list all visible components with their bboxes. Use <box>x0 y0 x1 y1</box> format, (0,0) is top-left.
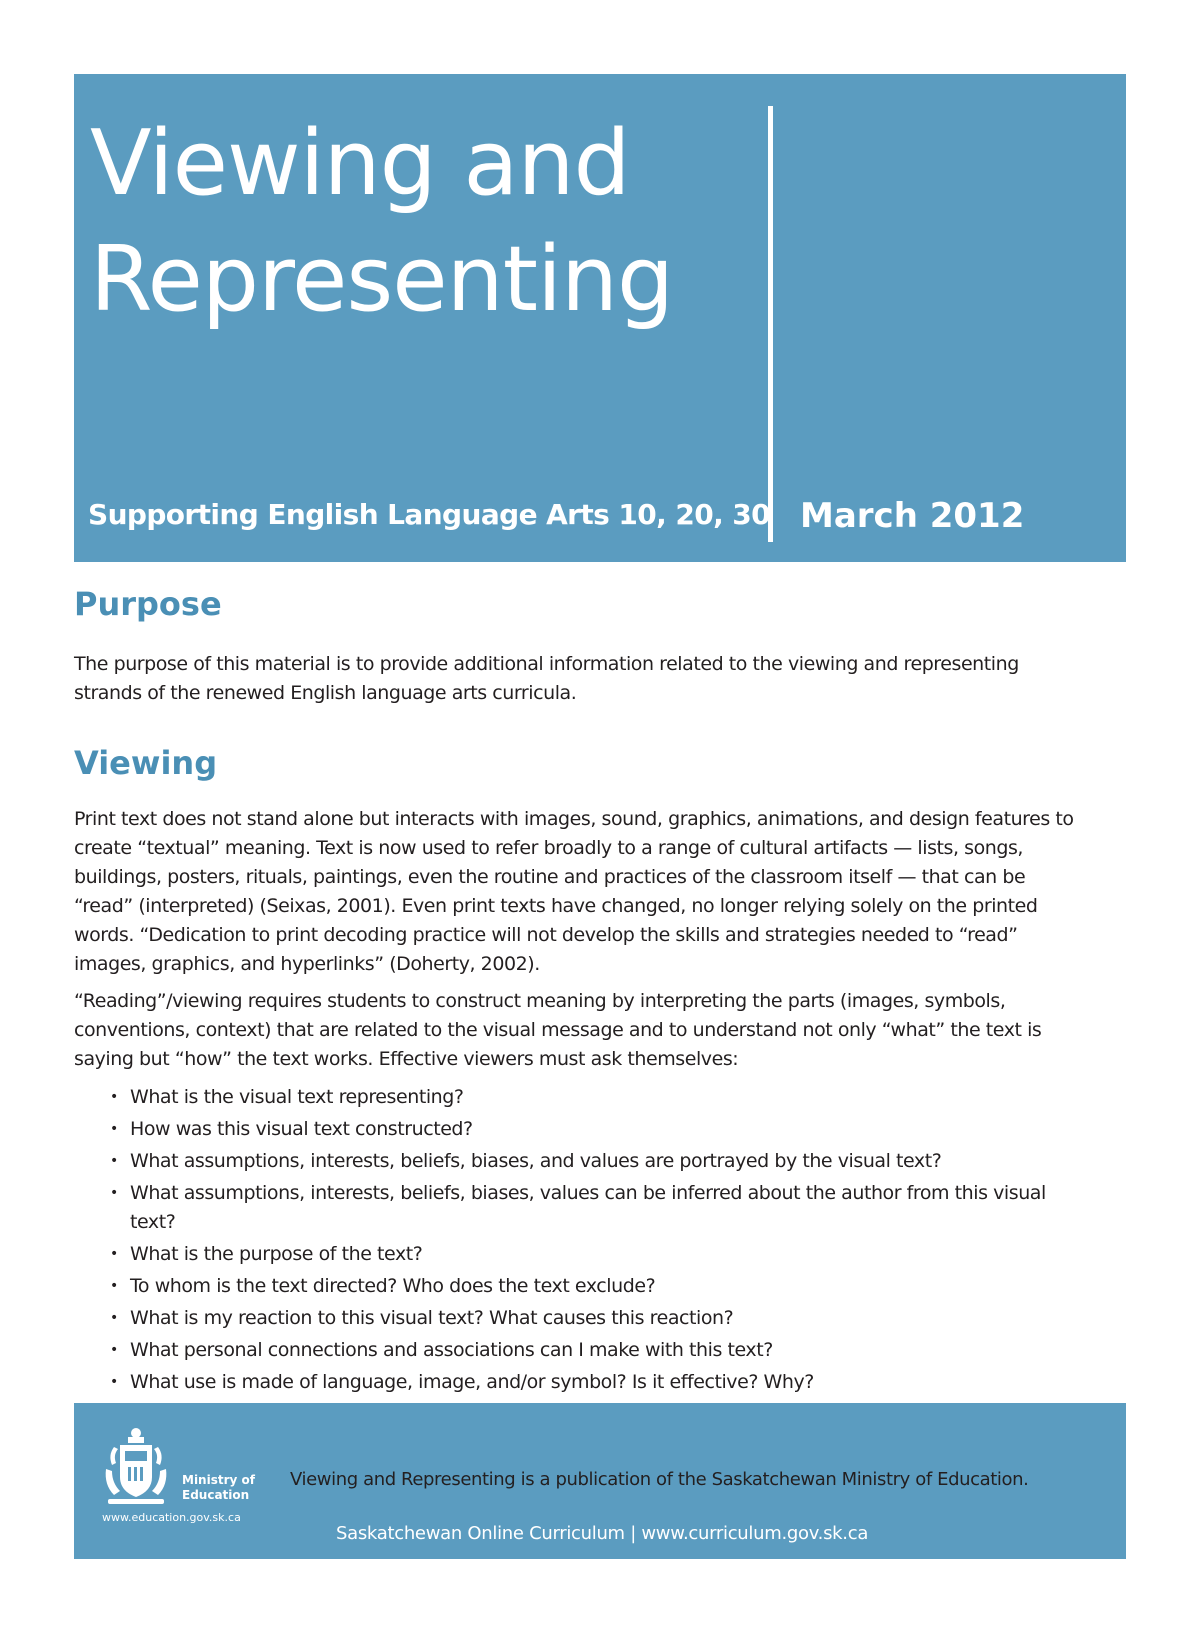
question-text: What is the visual text representing? <box>130 1086 464 1108</box>
banner-divider <box>768 106 773 542</box>
question-text: To whom is the text directed? Who does the text exclude? <box>130 1275 656 1297</box>
purpose-heading: Purpose <box>74 585 222 623</box>
question-text: What is the purpose of the text? <box>130 1243 423 1265</box>
list-item <box>110 1336 1074 1365</box>
question-text: What use is made of language, image, and/or symbol? Is it effective? Why? <box>130 1371 814 1393</box>
ministry-line-1: Ministry of <box>182 1473 255 1487</box>
title-banner <box>74 74 1126 562</box>
bullet-icon: • <box>110 1185 118 1201</box>
list-item <box>110 1083 1074 1112</box>
title-line-2: Representing <box>90 227 674 332</box>
list-item <box>110 1240 1074 1269</box>
purpose-paragraph: The purpose of this material is to provide additional information related to the viewing and representing strands of the renewed English language arts curricula. <box>74 653 1019 704</box>
document-subtitle: Supporting English Language Arts 10, 20, 30 <box>88 498 771 531</box>
question-text: What is my reaction to this visual text? What causes this reaction? <box>130 1307 734 1329</box>
bullet-icon: • <box>110 1246 118 1262</box>
footer-banner <box>74 1403 1126 1559</box>
list-item <box>110 1272 1074 1301</box>
bullet-icon: • <box>110 1310 118 1326</box>
main-content <box>74 584 1074 1400</box>
list-item <box>110 1304 1074 1333</box>
viewing-paragraph-1: Print text does not stand alone but interacts with images, sound, graphics, animations, and design features to create “textual” meaning. Text is now used to refer broadly to a range of cultural artifacts — lists, songs, buildings, posters, rituals, paintings, even the routine and practices of the classroom itself — that can be “read” (interpreted) (Seixas, 2001). Even print texts have changed, no longer relying solely on the printed words. “Dedication to print decoding practice will not develop the skills and strategies needed to “read” images, graphics, and hyperlinks” (Doherty, 2002). <box>74 808 1074 975</box>
list-item <box>110 1147 1074 1176</box>
list-item <box>110 1368 1074 1397</box>
question-text: How was this visual text constructed? <box>130 1118 473 1140</box>
bullet-icon: • <box>110 1153 118 1169</box>
bullet-icon: • <box>110 1121 118 1137</box>
bullet-icon: • <box>110 1278 118 1294</box>
viewing-paragraph-2: “Reading”/viewing requires students to construct meaning by interpreting the parts (images, symbols, conventions, context) that are related to the visual message and to understand not only “what” the text is saying but “how” the text works. Effective viewers must ask themselves: <box>74 990 1042 1070</box>
question-text: What assumptions, interests, beliefs, biases, values can be inferred about the author from this visual text? <box>130 1182 1046 1233</box>
ministry-wordmark <box>182 1473 255 1503</box>
list-item <box>110 1115 1074 1144</box>
document-title <box>90 106 673 338</box>
publication-notice: Viewing and Representing is a publication of the Saskatchewan Ministry of Education. <box>290 1469 1029 1490</box>
ministry-line-2: Education <box>182 1488 250 1502</box>
education-website: www.education.gov.sk.ca <box>102 1511 241 1524</box>
bullet-icon: • <box>110 1374 118 1390</box>
bullet-icon: • <box>110 1089 118 1105</box>
bullet-icon: • <box>110 1342 118 1358</box>
viewer-questions-list <box>74 1083 1074 1397</box>
question-text: What personal connections and associations can I make with this text? <box>130 1339 773 1361</box>
curriculum-link: Saskatchewan Online Curriculum | www.curriculum.gov.sk.ca <box>336 1523 869 1544</box>
question-text: What assumptions, interests, beliefs, biases, and values are portrayed by the visual text? <box>130 1150 942 1172</box>
saskatchewan-crest-icon <box>100 1425 172 1511</box>
publication-date: March 2012 <box>800 496 1025 536</box>
list-item <box>110 1179 1074 1237</box>
viewing-heading: Viewing <box>74 744 218 782</box>
title-line-1: Viewing and <box>90 111 630 216</box>
